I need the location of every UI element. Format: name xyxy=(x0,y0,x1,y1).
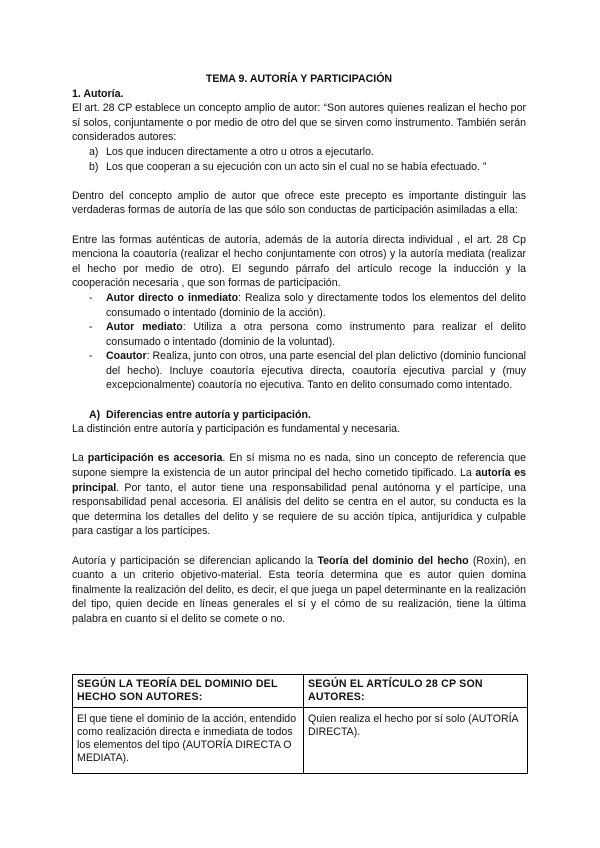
paragraph xyxy=(72,451,526,539)
subsection-marker: A) xyxy=(89,408,101,421)
term: Coautor xyxy=(106,350,147,363)
list-marker: - xyxy=(89,321,93,334)
table-cell: El que tiene el dominio de la acción, entendido como realización directa e inmediata de todos los elementos del tipo (AUTORÍA DIRECTA O MEDIATA). xyxy=(73,708,304,774)
list-marker: b) xyxy=(89,160,99,173)
paragraph: Entre las formas auténticas de autoría, además de la autoría directa individual , el art. 28 Cp menciona la coautoría (realizar el hecho conjuntamente con otros) y la autoría mediata (realizar el hecho por medio de otro). El segundo párrafo del artículo recoge la inducción y la cooperación necesaria , que son formas de participación. xyxy=(72,233,526,290)
subsection-title: Diferencias entre autoría y participación. xyxy=(106,408,311,421)
list-marker: a) xyxy=(89,145,99,158)
emphasis: Teoría del dominio del hecho xyxy=(317,554,469,567)
list-marker: - xyxy=(89,350,93,363)
term: Autor directo o inmediato xyxy=(106,291,239,304)
emphasis: autoría es principal xyxy=(72,467,526,494)
definition: : Realiza solo y directamente todos los elementos del delito consumado o intentado (dominio de la acción). xyxy=(106,291,526,319)
table-header-row xyxy=(73,675,528,708)
list-item xyxy=(89,349,526,393)
text-run: (Roxin), en cuanto a un criterio objetivo-material. Esta teoría determina que es autor quien domina finalmente la realización del delito, es decir, el que juega un papel determinante en la realización del tipo, quien decide en líneas generales el sí y el cómo de su realización, tiene la última palabra en cuanto si el delito se comete o no. xyxy=(72,554,526,625)
paragraph xyxy=(72,554,526,627)
table-header: SEGÚN EL ARTÍCULO 28 CP SON AUTORES: xyxy=(304,675,528,708)
table-header: SEGÚN LA TEORÍA DEL DOMINIO DEL HECHO SON AUTORES: xyxy=(73,675,304,708)
emphasis: participación es accesoria xyxy=(87,452,223,465)
authors-list xyxy=(72,145,526,174)
definition: : Realiza, junto con otros, una parte esencial del plan delictivo (dominio funcional del hecho). Incluye coautoría ejecutiva directa, coautoría ejecutiva parcial y (muy excepcionalmente) coautoría no ejecutiva. Tanto en delito consumado como intentado. xyxy=(106,350,526,392)
list-item-text: Los que cooperan a su ejecución con un acto sin el cual no se había efectuado. ” xyxy=(106,160,487,173)
document-page xyxy=(72,72,526,627)
list-item xyxy=(89,145,526,160)
list-item-text: Los que inducen directamente a otro u otros a ejecutarlo. xyxy=(106,145,374,158)
text-run: . En sí misma no es nada, sino un concepto de referencia que supone siempre la existencia de un autor principal del hecho cometido tipificado. La xyxy=(72,452,526,480)
text-run: Autoría y participación se diferencian aplicando la xyxy=(72,554,318,567)
table-cell: Quien realiza el hecho por sí solo (AUTORÍA DIRECTA). xyxy=(304,708,528,774)
paragraph: Dentro del concepto amplio de autor que ofrece este precepto es importante distinguir las verdaderas formas de autoría de las que sólo son conductas de participación asimiladas a ella: xyxy=(72,189,526,217)
section-heading: 1. Autoría. xyxy=(72,87,124,100)
term: Autor mediato xyxy=(106,321,183,334)
list-marker: - xyxy=(89,291,93,304)
paragraph: La distinción entre autoría y participación es fundamental y necesaria. xyxy=(72,423,401,436)
table-row xyxy=(73,708,528,774)
list-item xyxy=(89,160,526,175)
authorship-forms-list xyxy=(72,291,526,393)
text-run: La xyxy=(72,452,88,465)
text-run: . Por tanto, el autor tiene una responsabilidad penal autónoma y el partícipe, una responsabilidad penal accesoria. El análisis del delito se centra en el autor, su conducta es la que determina los detalles del delito y se requiere de su acción típica, antijurídica y culpable para castigar a los partícipes. xyxy=(72,481,526,538)
list-item xyxy=(89,320,526,349)
list-item xyxy=(89,291,526,320)
definition: : Utiliza a otra persona como instrumento para realizar el delito consumado o intentado (dominio de la voluntad). xyxy=(106,321,526,348)
intro-paragraph: El art. 28 CP establece un concepto amplio de autor: “Son autores quienes realizan el hecho por sí solos, conjuntamente o por medio de otro del que se sirven como instrumento. También serán considerados autores: xyxy=(72,102,526,144)
comparison-table xyxy=(72,674,528,774)
subsection-heading xyxy=(72,408,526,423)
page-title: TEMA 9. AUTORÍA Y PARTICIPACIÓN xyxy=(205,73,393,85)
